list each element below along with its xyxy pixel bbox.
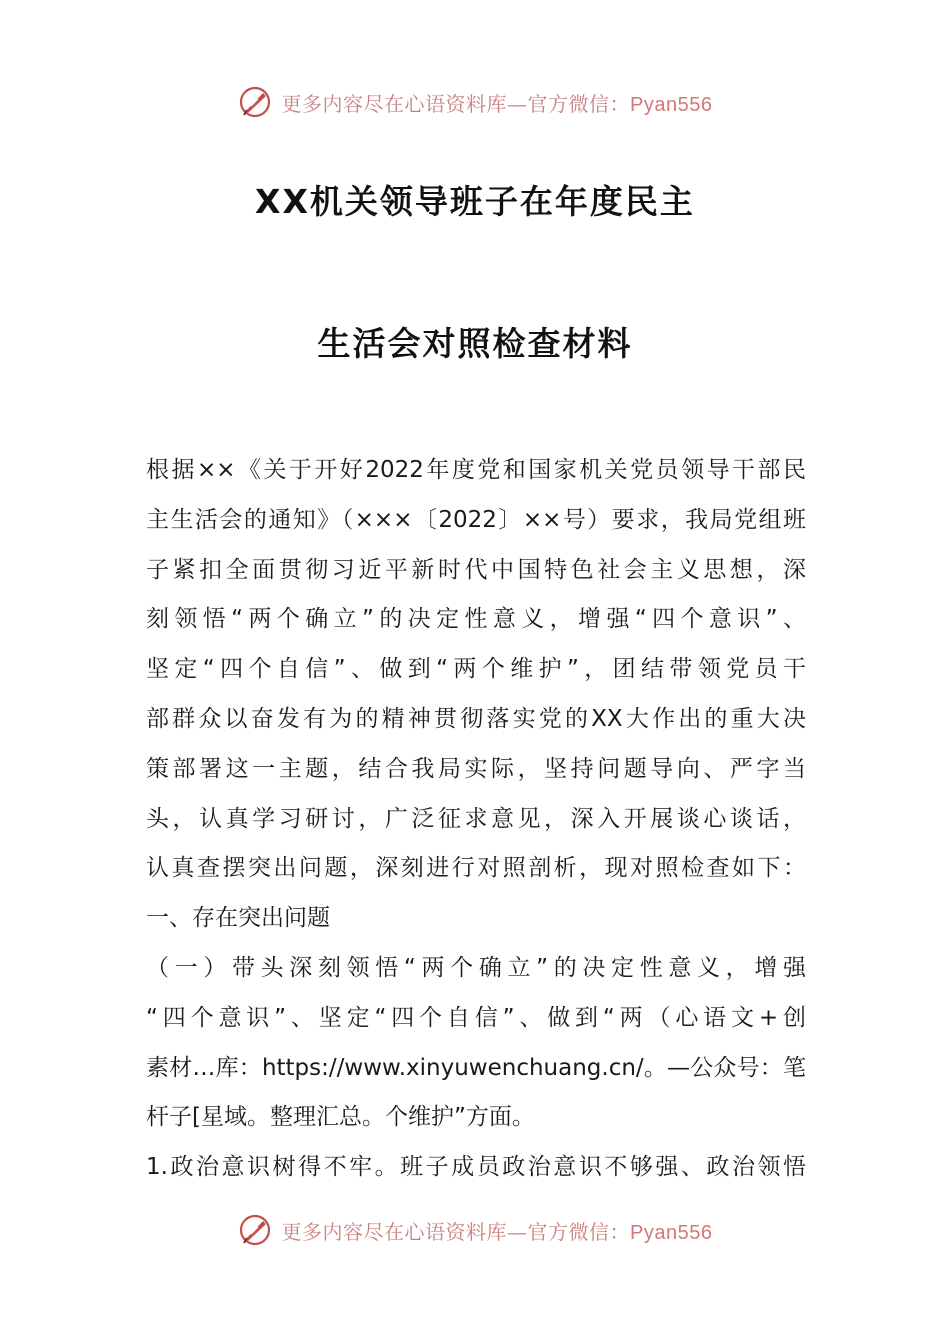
body-line: 1.政治意识树得不牢。班子成员政治意识不够强、政治领悟 (146, 1154, 806, 1181)
watermark-text: 更多内容尽在心语资料库—官方微信：Pyan556 (281, 91, 713, 116)
watermark-banner-top (0, 82, 950, 122)
body-line: 策部署这一主题，结合我局实际，坚持问题导向、严字当 (146, 755, 806, 782)
body-line: 头，认真学习研讨，广泛征求意见，深入开展谈心谈话， (146, 805, 806, 832)
body-line: 认真查摆突出问题，深刻进行对照剖析，现对照检查如下： (146, 855, 806, 882)
subsection-heading-line: “四个意识”、坚定“四个自信”、做到“两（心语文+创 (146, 1004, 806, 1031)
body-line: 根据××《关于开好2022年度党和国家机关党员领导干部民 (146, 457, 806, 483)
subsection-heading-line: 素材…库：https://www.xinyuwenchuang.cn/。—公众号：笔 (146, 1054, 806, 1081)
quill-pen-logo-icon (238, 1213, 272, 1247)
section-heading: 一、存在突出问题 (146, 905, 330, 932)
body-line: 部群众以奋发有为的精神贯彻落实党的XX大作出的重大决 (146, 705, 806, 732)
document-title-line-2: 生活会对照检查材料 (317, 324, 633, 363)
document-body (146, 446, 806, 1193)
body-line: 刻领悟“两个确立”的决定性意义，增强“四个意识”、 (146, 606, 806, 633)
subsection-heading-line: （一）带头深刻领悟“两个确立”的决定性意义，增强 (146, 954, 806, 981)
body-line: 主生活会的通知》（×××〔2022〕××号）要求，我局党组班 (146, 506, 806, 533)
document-title-line-1: XX机关领导班子在年度民主 (255, 182, 695, 221)
body-line: 子紧扣全面贯彻习近平新时代中国特色社会主义思想，深 (146, 556, 806, 583)
watermark-text: 更多内容尽在心语资料库—官方微信：Pyan556 (281, 1219, 713, 1244)
subsection-heading-line: 杆子[星域。整理汇总。个维护”方面。 (146, 1104, 535, 1131)
body-line: 坚定“四个自信”、做到“两个维护”，团结带领党员干 (146, 656, 806, 683)
watermark-banner-bottom (0, 1210, 950, 1250)
quill-pen-logo-icon (238, 85, 272, 119)
